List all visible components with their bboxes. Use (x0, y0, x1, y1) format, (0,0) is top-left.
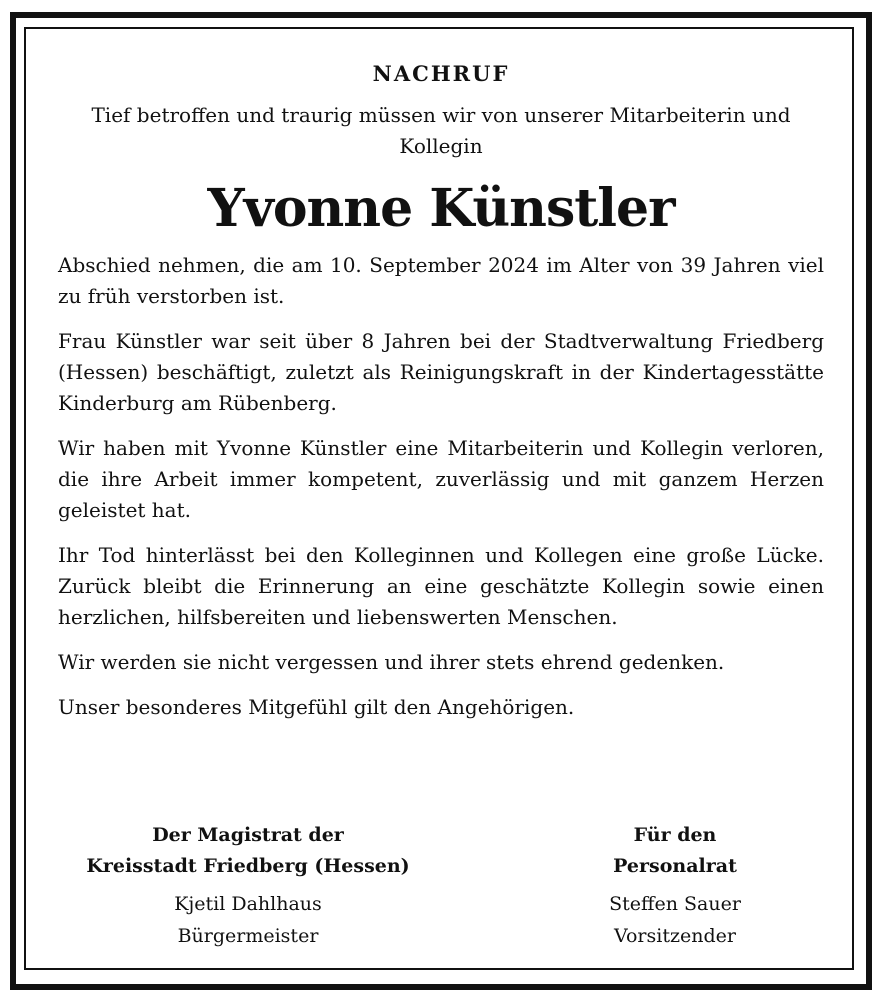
paragraph-memory: Ihr Tod hinterlässt bei den Kolleginnen und Kollegen eine große Lücke. Zurück bleibt die Erinnerung an eine geschätzte Kollegin sowie einen herzlichen, hilfsbereiten und liebenswerten Menschen. (58, 543, 824, 629)
paragraph-loss: Wir haben mit Yvonne Künstler eine Mitarbeiterin und Kollegin verloren, die ihre Arbeit immer kompetent, zuverlässig und mit ganzem Herzen geleistet hat. (58, 436, 824, 522)
signature-person-role: Bürgermeister (177, 925, 319, 947)
signature-person (58, 888, 438, 952)
signature-title-line: Kreisstadt Friedberg (Hessen) (86, 855, 410, 877)
obituary-notice (58, 60, 824, 947)
signature-person-name: Kjetil Dahlhaus (174, 893, 322, 915)
paragraph-remembrance: Wir werden sie nicht vergessen und ihrer stets ehrend gedenken. (58, 650, 725, 674)
signature-title-line: Personalrat (613, 855, 737, 877)
signature-title (550, 820, 800, 882)
signature-person (550, 888, 800, 952)
notice-heading: NACHRUF (372, 61, 510, 86)
paragraph-employment: Frau Künstler war seit über 8 Jahren bei der Stadtverwaltung Friedberg (Hessen) beschäftigt, zuletzt als Reinigungskraft in der Kindertagesstätte Kinderburg am Rübenberg. (58, 329, 824, 415)
signature-person-name: Steffen Sauer (609, 893, 741, 915)
signature-title-line: Für den (633, 824, 717, 846)
notice-intro: Tief betroffen und traurig müssen wir von unserer Mitarbeiterin und Kollegin (91, 103, 791, 158)
paragraph-condolence: Unser besonderes Mitgefühl gilt den Angehörigen. (58, 695, 575, 719)
signature-person-role: Vorsitzender (614, 925, 736, 947)
signature-magistrat (58, 820, 438, 952)
signatures (58, 820, 824, 952)
signature-title (58, 820, 438, 882)
deceased-name: Yvonne Künstler (207, 178, 675, 239)
signature-personalrat (550, 820, 800, 952)
paragraph-farewell: Abschied nehmen, die am 10. September 2024 im Alter von 39 Jahren viel zu früh verstorben ist. (58, 253, 824, 308)
signature-title-line: Der Magistrat der (152, 824, 344, 846)
